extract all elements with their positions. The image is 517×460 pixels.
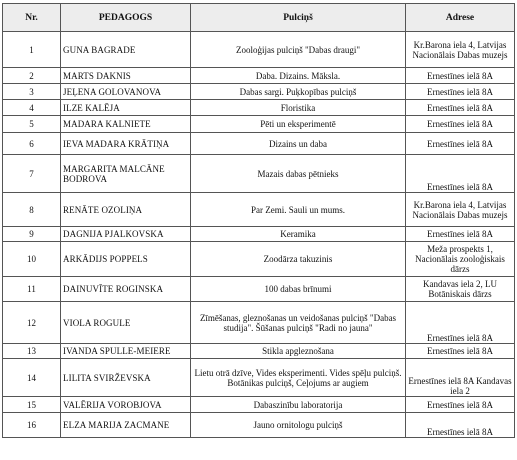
row-pulcins: Floristika (191, 100, 406, 116)
row-adrese: Ernestīnes ielā 8A (406, 227, 515, 242)
row-pedagogs: MARGARITA MALCĀNE BODROVA (61, 155, 191, 193)
row-pulcins: Mazais dabas pētnieks (191, 155, 406, 193)
row-nr: 4 (3, 100, 61, 116)
row-pedagogs: MARTS DAKNIS (61, 68, 191, 84)
row-pulcins: Jauno ornitologu pulciņš (191, 413, 406, 438)
table-row (3, 68, 515, 84)
table-row (3, 116, 515, 133)
row-nr: 13 (3, 344, 61, 359)
table-row (3, 277, 515, 302)
row-nr: 9 (3, 227, 61, 242)
row-pulcins: Keramika (191, 227, 406, 242)
table-row (3, 344, 515, 359)
row-adrese: Ernestīnes ielā 8A (406, 344, 515, 359)
row-pedagogs: VALĒRIJA VOROBJOVA (61, 397, 191, 413)
row-nr: 7 (3, 155, 61, 193)
row-pedagogs: DAINUVĪTE ROGINSKA (61, 277, 191, 302)
row-adrese: Ernestīnes ielā 8A (406, 84, 515, 100)
row-nr: 3 (3, 84, 61, 100)
row-adrese: Ernestīnes ielā 8A (406, 397, 515, 413)
row-pedagogs: ARKĀDIJS POPPELS (61, 242, 191, 277)
row-pulcins: Stikla apgleznošana (191, 344, 406, 359)
row-pulcins: Zoodārza takuzinis (191, 242, 406, 277)
table-row (3, 193, 515, 227)
row-pulcins: 100 dabas brīnumi (191, 277, 406, 302)
header-nr: Nr. (3, 4, 61, 32)
row-pedagogs: IEVA MADARA KRĀTIŅA (61, 133, 191, 155)
row-pedagogs: DAGNIJA PJALKOVSKA (61, 227, 191, 242)
teachers-table (2, 3, 515, 438)
row-adrese: Ernestīnes ielā 8A (406, 68, 515, 84)
row-nr: 14 (3, 359, 61, 397)
row-pedagogs: LILITA SVIRŽEVSKA (61, 359, 191, 397)
table-row (3, 227, 515, 242)
table-row (3, 84, 515, 100)
row-nr: 8 (3, 193, 61, 227)
row-pedagogs: RENĀTE OZOLIŅA (61, 193, 191, 227)
table-header-row (3, 4, 515, 32)
row-adrese: Kr.Barona iela 4, Latvijas Nacionālais Dabas muzejs (406, 193, 515, 227)
row-nr: 10 (3, 242, 61, 277)
row-adrese: Meža prospekts 1, Nacionālais zooloģiskais dārzs (406, 242, 515, 277)
row-nr: 6 (3, 133, 61, 155)
row-pulcins: Zīmēšanas, gleznošanas un veidošanas pulciņš "Dabas studija". Šūšanas pulciņš "Radi no jauna" (191, 302, 406, 344)
row-nr: 15 (3, 397, 61, 413)
row-adrese: Ernestīnes ielā 8A (406, 413, 515, 438)
row-pulcins: Zooloģijas pulciņš "Dabas draugi" (191, 32, 406, 68)
row-pulcins: Par Zemi. Sauli un mums. (191, 193, 406, 227)
row-pedagogs: VIOLA ROGULE (61, 302, 191, 344)
row-adrese: Ernestīnes ielā 8A Kandavas iela 2 (406, 359, 515, 397)
row-nr: 12 (3, 302, 61, 344)
header-pedagogs: PEDAGOGS (61, 4, 191, 32)
row-pedagogs: MADARA KALNIETE (61, 116, 191, 133)
row-pulcins: Dabas sargi. Puķkopības pulciņš (191, 84, 406, 100)
row-nr: 1 (3, 32, 61, 68)
row-adrese: Kandavas iela 2, LU Botāniskais dārzs (406, 277, 515, 302)
table-row (3, 413, 515, 438)
table-row (3, 302, 515, 344)
table-row (3, 359, 515, 397)
header-adrese: Adrese (406, 4, 515, 32)
row-pulcins: Dabaszinību laboratorija (191, 397, 406, 413)
row-pedagogs: ELZA MARIJA ZACMANE (61, 413, 191, 438)
row-adrese: Kr.Barona iela 4, Latvijas Nacionālais Dabas muzejs (406, 32, 515, 68)
table-row (3, 242, 515, 277)
row-pedagogs: ILZE KALĒJA (61, 100, 191, 116)
table-row (3, 155, 515, 193)
table-row (3, 397, 515, 413)
row-adrese: Ernestīnes ielā 8A (406, 302, 515, 344)
row-adrese: Ernestīnes ielā 8A (406, 133, 515, 155)
row-pedagogs: JEĻENA GOLOVANOVA (61, 84, 191, 100)
table-row (3, 32, 515, 68)
header-pulcins: Pulciņš (191, 4, 406, 32)
row-adrese: Ernestīnes ielā 8A (406, 155, 515, 193)
row-nr: 5 (3, 116, 61, 133)
row-pulcins: Dizains un daba (191, 133, 406, 155)
row-pulcins: Lietu otrā dzīve, Vides eksperimenti. Vides spēļu pulciņš. Botānikas pulciņš, Ceļojums ar augiem (191, 359, 406, 397)
row-pulcins: Pēti un eksperimentē (191, 116, 406, 133)
row-nr: 11 (3, 277, 61, 302)
row-pedagogs: GUNA BAGRADE (61, 32, 191, 68)
row-nr: 2 (3, 68, 61, 84)
row-adrese: Ernestīnes ielā 8A (406, 100, 515, 116)
row-adrese: Ernestīnes ielā 8A (406, 116, 515, 133)
table-row (3, 133, 515, 155)
table-row (3, 100, 515, 116)
row-pulcins: Daba. Dizains. Māksla. (191, 68, 406, 84)
row-nr: 16 (3, 413, 61, 438)
row-pedagogs: IVANDA SPULLE-MEIERE (61, 344, 191, 359)
